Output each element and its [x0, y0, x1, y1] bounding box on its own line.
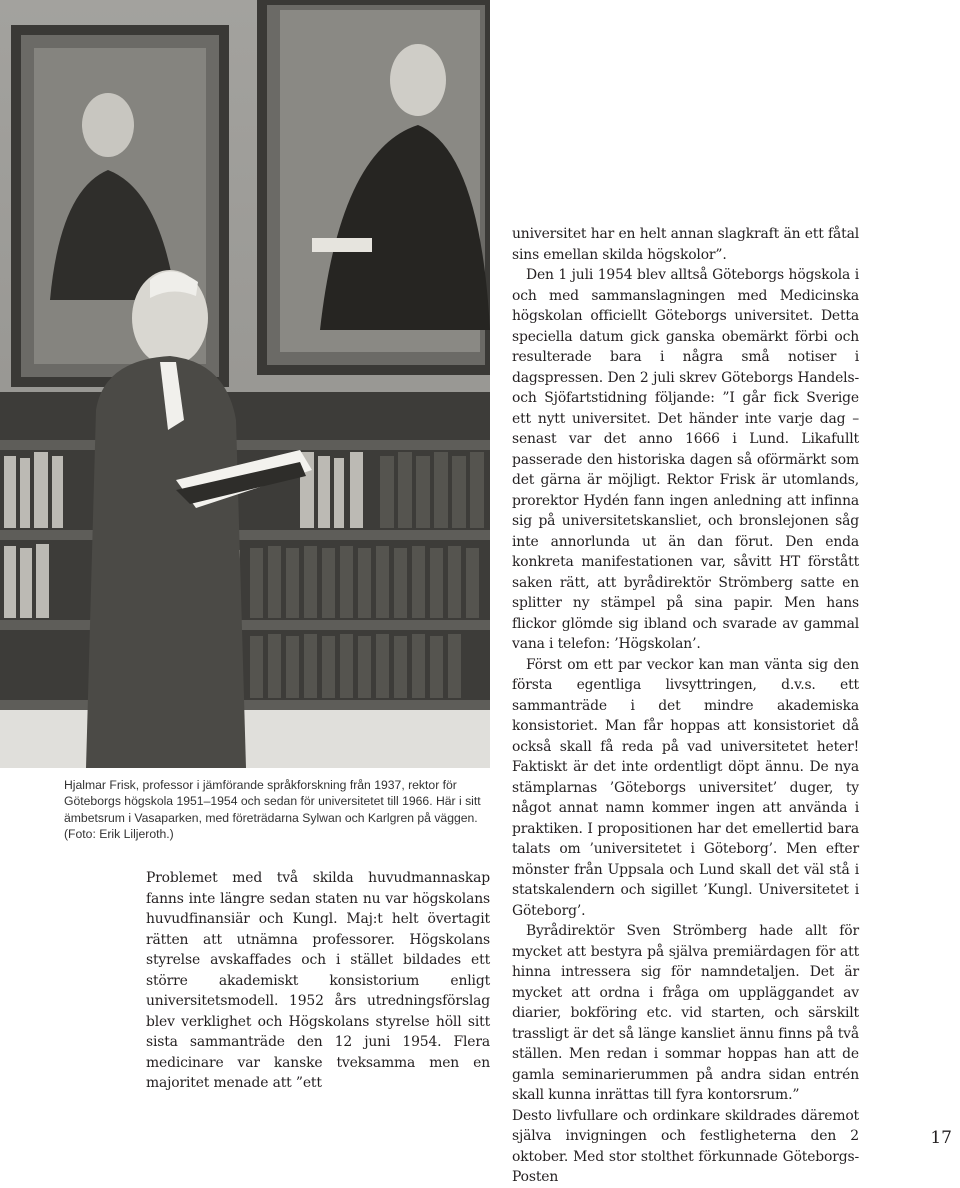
page-number: 17 [930, 1128, 952, 1148]
photograph-hjalmar-frisk [0, 0, 490, 768]
caption-text: Hjalmar Frisk, professor i jämförande språkforskning från 1937, rektor för Göteborgs högskola 1951–1954 och sedan för universitetet till 1966. Här i sitt ämbetsrum i Vasaparken, med företrädarna Sylwan och Karlgren på väggen. (Foto: Erik Liljeroth.) [64, 778, 481, 842]
photo-caption [64, 777, 490, 843]
portrait-karlgren [262, 0, 490, 370]
paragraph: Den 1 juli 1954 blev alltså Göteborgs högskola i och med sammanslagningen med Medicinska högskolan officiellt Göteborgs universitet. Detta speciella datum gick ganska obemärkt förbi och resulterade bara i några små notiser i dagspressen. Den 2 juli skrev Göteborgs Handels- och Sjöfartstidning följande: ”I går fick Sverige ett nytt universitet. Det händer inte varje dag – senast var det anno 1666 i Lund. Likafullt passerade den historiska dagen så oförmärkt som det gärna är möjligt. Rektor Frisk är utomlands, prorektor Hydén fann ingen anledning att infinna sig på universitetskansliet, och bronslejonen såg inte annorlunda ut än dan förut. Den enda konkreta manifestationen var, såvitt HT förstått saken rätt, att byrådirektör Strömberg satte en splitter ny stämpel på sina papir. Men hans flickor glömde sig ibland och svarade av gammal vana i telefon: ’Högskolan’. [512, 267, 859, 652]
office-photo-illustration [0, 0, 490, 768]
right-text-column [512, 224, 859, 1188]
left-text-column [146, 868, 490, 1094]
paragraph: universitet har en helt annan slagkraft än ett fåtal sins emellan skilda högskolor”. [512, 226, 859, 263]
paragraph: Desto livfullare och ordinkare skildrades däremot själva invigningen och festligheterna den 2 oktober. Med stor stolthet förkunnade Göteborgs-Posten [512, 1107, 859, 1185]
paragraph: Byrådirektör Sven Strömberg hade allt för mycket att bestyra på själva premiärdagen för att hinna intressera sig för namndetaljen. Det är mycket att ordna i fråga om uppläggandet av diarier, bokföring etc. vid starten, och särskilt trassligt är det så länge kansliet ännu finns på två ställen. Men redan i sommar hoppas han att de gamla seminarierummen på andra sidan entrén skall kunna inrättas till fyra kontorsrum.” [512, 923, 859, 1103]
bookshelf [0, 392, 490, 768]
paragraph: Först om ett par veckor kan man vänta sig den första egentliga livsyttringen, d.v.s. ett sammanträde i det mindre akademiska konsistoriet. Man får hoppas att konsistoriet då också skall få reda på vad universitetet heter! Faktiskt är det inte ordentligt döpt ännu. De nya stämplarnas ’Göteborgs universitet’ duger, ty något annat namn kommer ingen att använda i praktiken. I propositionen har det emellertid bara talats om ’universitetet i Göteborg’. Men efter mönster från Uppsala och Lund skall det väl stå i statskalendern och sigillet ’Kungl. Universitetet i Göteborg’. [512, 656, 859, 919]
paragraph: Problemet med två skilda huvudmannaskap fanns inte längre sedan staten nu var högskolans huvudfinansiär och Kungl. Maj:t helt övertagit rätten att utnämna professorer. Högskolans styrelse avskaffades och i stället bildades ett större akademiskt konsistorium enligt universitetsmodell. 1952 års utredningsförslag blev verklighet och Högskolans styrelse höll sitt sista sammanträde den 12 juni 1954. Flera medicinare var kanske tveksamma men en majoritet menade att ”ett [146, 870, 490, 1091]
